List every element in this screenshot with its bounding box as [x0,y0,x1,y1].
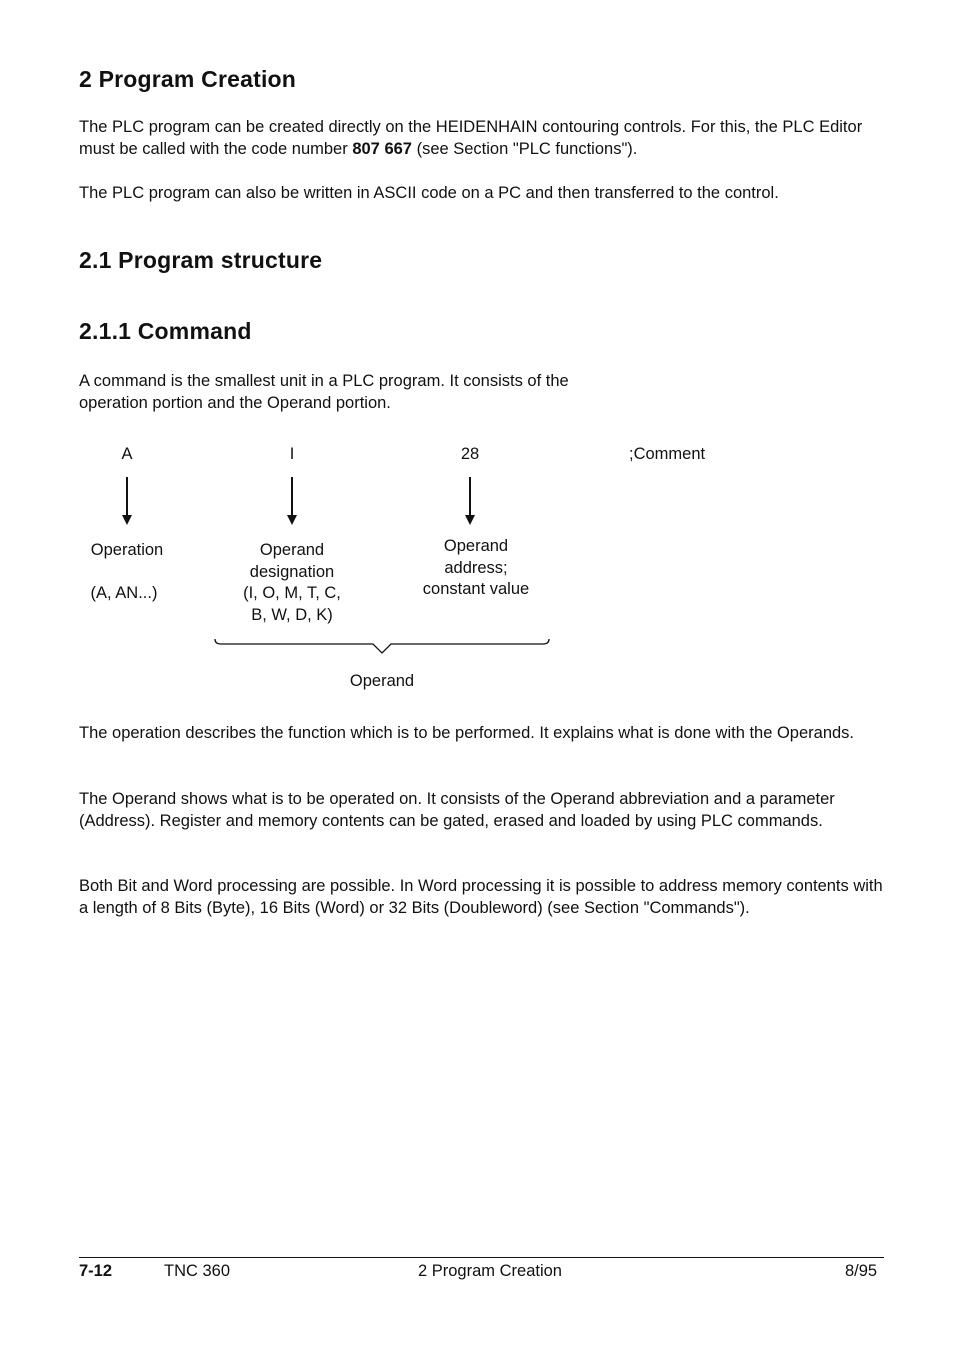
section-heading-2-1-1: 2.1.1 Command [79,318,252,344]
footer-rule [79,1257,884,1258]
diagram-col-comment: ;Comment [629,445,706,463]
command-intro-paragraph: A command is the smallest unit in a PLC program. It consists of the operation portion and the Operand portion. [79,372,569,412]
operand-brace-label: Operand [349,672,415,690]
arrow-down-icon [291,477,293,523]
footer-product: TNC 360 [164,1262,231,1280]
operation-paragraph: The operation describes the function which is to be performed. It explains what is done with the Operands. [79,724,855,742]
diagram-col-i: I [289,445,295,463]
chapter-heading: 2 Program Creation [79,66,297,92]
diagram-col-a: A [121,445,133,463]
bit-word-paragraph: Both Bit and Word processing are possible. In Word processing it is possible to address memory contents with a length of 8 Bits (Byte), 16 Bits (Word) or 32 Bits (Doubleword) (see Section "Commands"). [79,877,883,917]
footer-date: 8/95 [845,1262,878,1280]
footer-page-number: 7-12 [79,1262,113,1280]
operand-address-label [406,536,546,601]
operation-label: Operation [90,541,164,559]
designation-line-4: B, W, D, K) [251,605,333,624]
section-heading-2-1: 2.1 Program structure [79,247,323,273]
operation-examples: (A, AN...) [90,584,158,602]
footer-section: 2 Program Creation [418,1262,562,1280]
intro-paragraph-2: The PLC program can also be written in ASCII code on a PC and then transferred to the control. [79,184,779,202]
intro-text-a: The PLC program can be created directly on the HEIDENHAIN contouring controls. For this, the PLC Editor must be called with the code number [79,118,863,158]
operand-paragraph: The Operand shows what is to be operated on. It consists of the Operand abbreviation and a parameter (Address). Register and memory contents can be gated, erased and loaded by using PLC commands. [79,790,835,830]
operand-designation-label [222,540,362,626]
address-line-1: Operand [443,537,509,555]
diagram-col-28: 28 [460,445,480,463]
arrow-down-icon [469,477,471,523]
designation-line-3: (I, O, M, T, C, [243,584,341,602]
code-number: 807 667 [352,140,412,158]
intro-text-b: (see Section "PLC functions"). [411,140,638,158]
designation-line-2: designation [249,562,335,581]
arrow-down-icon [126,477,128,523]
designation-line-1: Operand [259,541,325,559]
address-line-2: address; [444,558,508,577]
address-line-3: constant value [422,580,530,598]
intro-paragraph-1 [79,116,889,160]
operand-brace [212,636,552,658]
